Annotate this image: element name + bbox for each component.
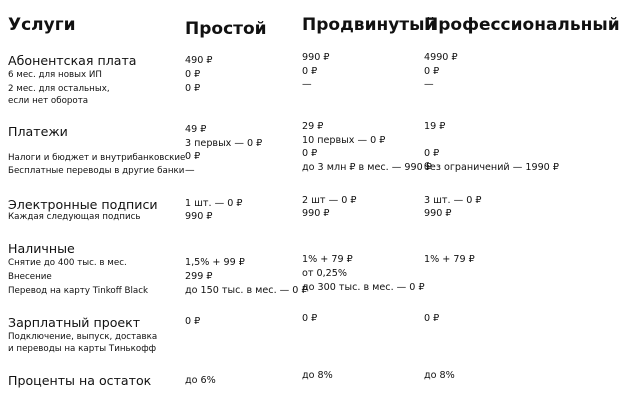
cell-cash-simple-withdrawal: 1,5% + 99 ₽ <box>185 257 245 268</box>
cell-payments-simple-budget: 0 ₽ <box>185 151 201 162</box>
row-sub-cash-withdrawal: Снятие до 400 тыс. в мес. <box>8 258 127 268</box>
cell-cash-professional-withdrawal: 1% + 79 ₽ <box>424 254 475 265</box>
row-sub-payments-budget: Налоги и бюджет и внутрибанковские <box>8 153 186 163</box>
cell-subscription-simple-price: 490 ₽ <box>185 55 213 66</box>
cell-interest-simple: до 6% <box>185 375 216 386</box>
cell-payments-simple-first: 3 первых — 0 ₽ <box>185 138 263 149</box>
cell-payments-simple-transfers: — <box>185 165 195 176</box>
cell-subscription-professional-price: 4990 ₽ <box>424 52 458 63</box>
cell-signatures-advanced-included: 2 шт — 0 ₽ <box>302 195 357 206</box>
cell-payments-professional-budget: 0 ₽ <box>424 148 440 159</box>
row-sub-payments-transfers: Бесплатные переводы в другие банки <box>8 166 185 176</box>
cell-interest-professional: до 8% <box>424 370 455 381</box>
row-sub-signatures-next: Каждая следующая подпись <box>8 212 141 222</box>
row-title-payroll: Зарплатный проект <box>8 315 141 330</box>
row-title-interest: Проценты на остаток <box>8 373 152 388</box>
cell-cash-advanced-card-transfer: до 300 тыс. в мес. — 0 ₽ <box>302 282 425 293</box>
row-sub-subscription-others: 2 мес. для остальных, <box>8 84 110 94</box>
cell-payments-simple-price: 49 ₽ <box>185 124 207 135</box>
header-plan-simple: Простой <box>185 19 267 39</box>
cell-payments-advanced-first: 10 первых — 0 ₽ <box>302 135 386 146</box>
cell-cash-advanced-withdrawal: 1% + 79 ₽ <box>302 254 353 265</box>
header-services: Услуги <box>8 15 76 35</box>
cell-payments-advanced-budget: 0 ₽ <box>302 148 318 159</box>
row-title-subscription: Абонентская плата <box>8 53 137 68</box>
cell-payroll-advanced: 0 ₽ <box>302 313 318 324</box>
cell-signatures-professional-included: 3 шт. — 0 ₽ <box>424 195 482 206</box>
row-title-payments: Платежи <box>8 124 68 139</box>
cell-payments-professional-price: 19 ₽ <box>424 121 446 132</box>
cell-payroll-professional: 0 ₽ <box>424 313 440 324</box>
cell-signatures-advanced-next: 990 ₽ <box>302 208 330 219</box>
cell-subscription-simple-new: 0 ₽ <box>185 69 201 80</box>
header-plan-advanced: Продвинутый <box>302 15 437 35</box>
cell-subscription-professional-new: 0 ₽ <box>424 66 440 77</box>
cell-subscription-simple-others: 0 ₽ <box>185 83 201 94</box>
row-title-signatures: Электронные подписи <box>8 197 158 212</box>
cell-subscription-advanced-price: 990 ₽ <box>302 52 330 63</box>
row-title-cash: Наличные <box>8 241 75 256</box>
cell-signatures-professional-next: 990 ₽ <box>424 208 452 219</box>
cell-payments-professional-transfers: без ограничений — 1990 ₽ <box>424 162 559 173</box>
cell-payroll-simple: 0 ₽ <box>185 316 201 327</box>
cell-signatures-simple-next: 990 ₽ <box>185 211 213 222</box>
cell-subscription-advanced-new: 0 ₽ <box>302 66 318 77</box>
cell-signatures-simple-included: 1 шт. — 0 ₽ <box>185 198 243 209</box>
cell-subscription-advanced-others: — <box>302 79 312 90</box>
cell-payments-advanced-price: 29 ₽ <box>302 121 324 132</box>
cell-cash-simple-card-transfer: до 150 тыс. в мес. — 0 ₽ <box>185 285 308 296</box>
cell-cash-advanced-deposit: от 0,25% <box>302 268 347 279</box>
row-sub-payroll-transfers: и переводы на карты Тинькофф <box>8 344 157 354</box>
cell-payments-advanced-transfers: до 3 млн ₽ в мес. — 990 ₽ <box>302 162 432 173</box>
row-sub-subscription-no-turnover: если нет оборота <box>8 96 89 106</box>
row-sub-payroll-connect: Подключение, выпуск, доставка <box>8 332 158 342</box>
row-sub-subscription-new: 6 мес. для новых ИП <box>8 70 102 80</box>
header-plan-professional: Профессиональный <box>424 15 620 35</box>
row-sub-cash-deposit: Внесение <box>8 272 52 282</box>
cell-cash-simple-deposit: 299 ₽ <box>185 271 213 282</box>
cell-subscription-professional-others: — <box>424 79 434 90</box>
row-sub-cash-card-transfer: Перевод на карту Tinkoff Black <box>8 286 149 296</box>
cell-interest-advanced: до 8% <box>302 370 333 381</box>
